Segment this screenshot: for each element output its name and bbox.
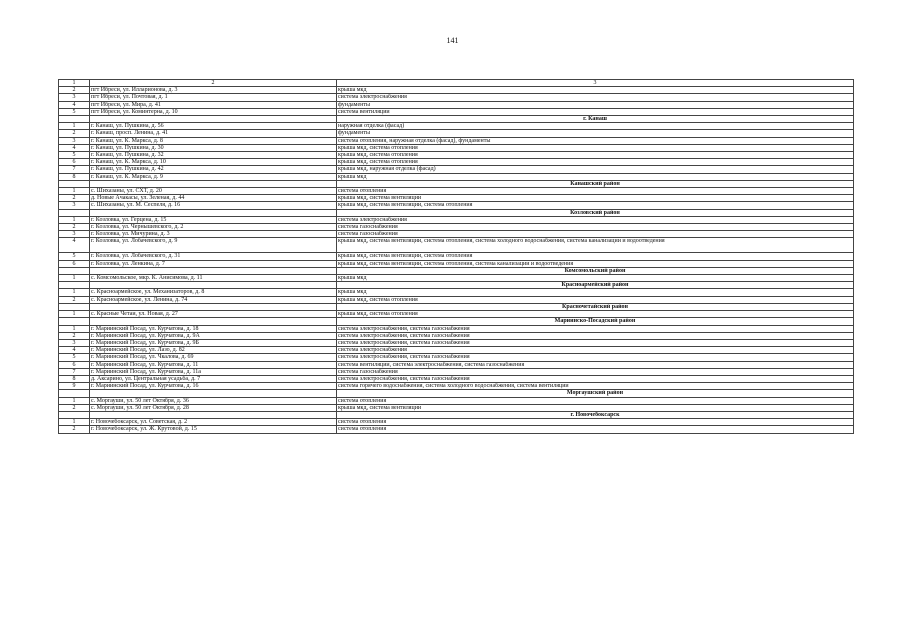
row-address: с. Шихазаны, ул. М. Сеспеля, д. 16 [90, 202, 337, 209]
row-number: 5 [59, 253, 90, 260]
section-addr-cell [90, 390, 337, 397]
row-works: система электроснабжения [337, 347, 854, 354]
table-row [59, 87, 854, 94]
row-number: 6 [59, 260, 90, 267]
section-num-cell [59, 209, 90, 216]
row-address: с. Шихазаны, ул. СХТ, д. 20 [90, 188, 337, 195]
section-header-row [59, 318, 854, 325]
row-address: д. Аксарино, ул. Центральная усадьба, д. 7 [90, 375, 337, 382]
row-works: крыша мкд [337, 173, 854, 180]
section-num-cell [59, 303, 90, 310]
table-row [59, 289, 854, 296]
row-number: 8 [59, 173, 90, 180]
row-number: 3 [59, 231, 90, 238]
row-address: д. Новые Ачакасы, ул. Зеленая, д. 44 [90, 195, 337, 202]
row-address: г. Канаш, ул. Пушкина, д. 56 [90, 123, 337, 130]
section-title: Красночетайский район [337, 303, 854, 310]
row-address: г. Канаш, ул. Пушкина, д. 30 [90, 144, 337, 151]
row-address: г. Козловка, ул. Лобачевского, д. 9 [90, 238, 337, 253]
table-row [59, 238, 854, 253]
section-header-row [59, 209, 854, 216]
table-row [59, 123, 854, 130]
section-title: Красноармейский район [337, 282, 854, 289]
row-address: с. Комсомольское, мкр. К. Анисимова, д. 11 [90, 275, 337, 282]
table-row [59, 202, 854, 209]
row-number: 1 [59, 289, 90, 296]
section-addr-cell [90, 116, 337, 123]
row-works: система электроснабжения, система газоснабжения [337, 325, 854, 332]
row-address: пгт Ибреси, ул. Коминтерна, д. 10 [90, 108, 337, 115]
row-address: г. Козловка, ул. Чернышевского, д. 2 [90, 224, 337, 231]
row-works: система отопления [337, 419, 854, 426]
row-works: система электроснабжения, система газоснабжения [337, 375, 854, 382]
row-number: 6 [59, 361, 90, 368]
row-number: 2 [59, 195, 90, 202]
row-address: г. Мариинский Посад, ул. Курчатова, д. 18 [90, 325, 337, 332]
section-num-cell [59, 267, 90, 274]
row-address: с. Моргауши, ул. 50 лет Октября, д. 28 [90, 404, 337, 411]
row-number: 7 [59, 166, 90, 173]
table-row [59, 404, 854, 411]
section-num-cell [59, 116, 90, 123]
table-row [59, 152, 854, 159]
table-row [59, 339, 854, 346]
row-number: 1 [59, 188, 90, 195]
row-number: 4 [59, 101, 90, 108]
table-row [59, 397, 854, 404]
row-works: крыша мкд, система вентиляции [337, 195, 854, 202]
table-row [59, 137, 854, 144]
section-title: г. Канаш [337, 116, 854, 123]
row-number: 4 [59, 144, 90, 151]
row-address: г. Мариинский Посад, ул. Лазо, д. 82 [90, 347, 337, 354]
header-col-1: 1 [59, 80, 90, 87]
row-number: 2 [59, 426, 90, 433]
section-header-row [59, 116, 854, 123]
row-works: крыша мкд, система вентиляции, система отопления, система холодного водоснабжения, система канализации и водоотведения [337, 238, 854, 253]
row-number: 3 [59, 202, 90, 209]
table-row [59, 130, 854, 137]
row-works: система газоснабжения [337, 224, 854, 231]
row-works: система вентиляции [337, 108, 854, 115]
row-number: 3 [59, 339, 90, 346]
row-address: г. Мариинский Посад, ул. Курчатова, д. 9А [90, 332, 337, 339]
table-row [59, 253, 854, 260]
table-header-row [59, 80, 854, 87]
section-header-row [59, 282, 854, 289]
table-row [59, 419, 854, 426]
row-number: 1 [59, 419, 90, 426]
row-number: 1 [59, 216, 90, 223]
row-address: г. Мариинский Посад, ул. Чкалова, д. 69 [90, 354, 337, 361]
row-number: 5 [59, 108, 90, 115]
section-addr-cell [90, 180, 337, 187]
table-row [59, 166, 854, 173]
row-address: г. Мариинский Посад, ул. Курчатова, д. 9Б [90, 339, 337, 346]
section-addr-cell [90, 411, 337, 418]
table-row [59, 325, 854, 332]
row-number: 3 [59, 137, 90, 144]
row-address: пгт Ибреси, ул. Илларионова, д. 3 [90, 87, 337, 94]
row-number: 2 [59, 130, 90, 137]
section-num-cell [59, 411, 90, 418]
row-works: фундаменты [337, 130, 854, 137]
row-number: 2 [59, 224, 90, 231]
page-number: 141 [446, 36, 459, 45]
row-works: крыша мкд, система отопления [337, 152, 854, 159]
row-address: г. Канаш, ул. К. Маркса, д. 8 [90, 137, 337, 144]
repair-works-table [58, 79, 854, 434]
section-num-cell [59, 390, 90, 397]
table-row [59, 361, 854, 368]
row-works: фундаменты [337, 101, 854, 108]
row-number: 7 [59, 368, 90, 375]
table-row [59, 311, 854, 318]
header-col-2: 2 [90, 80, 337, 87]
row-address: г. Козловка, ул. Лобачевского, д. 31 [90, 253, 337, 260]
row-number: 5 [59, 152, 90, 159]
table-row [59, 144, 854, 151]
row-address: пгт Ибреси, ул. Мира, д. 41 [90, 101, 337, 108]
row-number: 4 [59, 238, 90, 253]
table-row [59, 224, 854, 231]
table-row [59, 354, 854, 361]
section-title: г. Новочебоксарск [337, 411, 854, 418]
row-address: г. Новочебоксарск, ул. Ж. Крутовой, д. 15 [90, 426, 337, 433]
table-row [59, 426, 854, 433]
row-works: наружная отделка (фасад) [337, 123, 854, 130]
row-address: г. Канаш, ул. К. Маркса, д. 10 [90, 159, 337, 166]
section-addr-cell [90, 318, 337, 325]
row-works: крыша мкд [337, 275, 854, 282]
row-address: с. Красноармейское, ул. Механизаторов, д. 8 [90, 289, 337, 296]
row-works: система электроснабжения, система газоснабжения [337, 354, 854, 361]
row-address: г. Канаш, ул. Пушкина, д. 42 [90, 166, 337, 173]
row-works: крыша мкд, система отопления [337, 311, 854, 318]
row-address: г. Козловка, ул. Ленкина, д. 7 [90, 260, 337, 267]
row-address: г. Мариинский Посад, ул. Курчатова, д. 16 [90, 383, 337, 390]
row-works: крыша мкд, наружная отделка (фасад) [337, 166, 854, 173]
table-body [59, 80, 854, 434]
row-works: система отопления [337, 397, 854, 404]
section-header-row [59, 390, 854, 397]
row-works: крыша мкд [337, 87, 854, 94]
table-row [59, 173, 854, 180]
table-row [59, 108, 854, 115]
table-row [59, 368, 854, 375]
row-number: 9 [59, 383, 90, 390]
row-works: крыша мкд, система отопления [337, 159, 854, 166]
section-title: Комсомольский район [337, 267, 854, 274]
row-number: 8 [59, 375, 90, 382]
row-works: система отопления [337, 426, 854, 433]
table-row [59, 332, 854, 339]
row-works: крыша мкд, система вентиляции [337, 404, 854, 411]
row-works: крыша мкд, система вентиляции, система отопления [337, 253, 854, 260]
row-works: система газоснабжения [337, 368, 854, 375]
section-title: Моргаушский район [337, 390, 854, 397]
row-address: г. Канаш, просп. Ленина, д. 41 [90, 130, 337, 137]
row-works: система электроснабжения, система газоснабжения [337, 339, 854, 346]
row-number: 2 [59, 296, 90, 303]
row-address: г. Канаш, ул. К. Маркса, д. 9 [90, 173, 337, 180]
section-header-row [59, 267, 854, 274]
row-address: г. Мариинский Посад, ул. Курчатова, д. 11 [90, 361, 337, 368]
row-works: крыша мкд, система отопления [337, 296, 854, 303]
section-addr-cell [90, 209, 337, 216]
section-addr-cell [90, 303, 337, 310]
row-works: система вентиляции, система электроснабжения, система газоснабжения [337, 361, 854, 368]
section-num-cell [59, 318, 90, 325]
table-row [59, 375, 854, 382]
table-row [59, 296, 854, 303]
section-addr-cell [90, 282, 337, 289]
table-row [59, 260, 854, 267]
row-works: крыша мкд [337, 289, 854, 296]
table-row [59, 94, 854, 101]
row-number: 5 [59, 354, 90, 361]
header-col-3: 3 [337, 80, 854, 87]
table-row [59, 188, 854, 195]
row-works: система отопления [337, 188, 854, 195]
section-header-row [59, 411, 854, 418]
row-number: 2 [59, 404, 90, 411]
section-header-row [59, 180, 854, 187]
row-works: система электроснабжения, система газоснабжения [337, 332, 854, 339]
row-number: 1 [59, 275, 90, 282]
section-header-row [59, 303, 854, 310]
row-number: 1 [59, 397, 90, 404]
table-row [59, 195, 854, 202]
row-works: система электроснабжения [337, 216, 854, 223]
row-works: крыша мкд, система вентиляции, система отопления, система канализации и водоотведения [337, 260, 854, 267]
section-num-cell [59, 180, 90, 187]
row-works: крыша мкд, система вентиляции, система отопления [337, 202, 854, 209]
table-row [59, 159, 854, 166]
section-num-cell [59, 282, 90, 289]
section-title: Мариинско-Посадский район [337, 318, 854, 325]
table-row [59, 216, 854, 223]
row-number: 1 [59, 123, 90, 130]
row-address: с. Красные Четаи, ул. Новая, д. 27 [90, 311, 337, 318]
section-addr-cell [90, 267, 337, 274]
table-row [59, 383, 854, 390]
row-address: г. Мариинский Посад, ул. Курчатова, д. 11а [90, 368, 337, 375]
row-number: 2 [59, 87, 90, 94]
row-number: 1 [59, 311, 90, 318]
row-address: г. Канаш, ул. Пушкина, д. 32 [90, 152, 337, 159]
row-works: система отопления, наружная отделка (фасад), фундаменты [337, 137, 854, 144]
row-address: г. Новочебоксарск, ул. Советская, д. 2 [90, 419, 337, 426]
row-works: крыша мкд, система отопления [337, 144, 854, 151]
row-works: система газоснабжения [337, 231, 854, 238]
row-number: 3 [59, 94, 90, 101]
row-address: с. Моргауши, ул. 50 лет Октября, д. 36 [90, 397, 337, 404]
row-address: пгт Ибреси, ул. Почтовая, д. 1 [90, 94, 337, 101]
row-number: 6 [59, 159, 90, 166]
row-number: 4 [59, 347, 90, 354]
row-works: система электроснабжения [337, 94, 854, 101]
table-row [59, 275, 854, 282]
row-address: с. Красноармейское, ул. Ленина, д. 74 [90, 296, 337, 303]
table-row [59, 231, 854, 238]
row-address: г. Козловка, ул. Мичурина, д. 3 [90, 231, 337, 238]
table-row [59, 347, 854, 354]
section-title: Канашский район [337, 180, 854, 187]
row-number: 2 [59, 332, 90, 339]
row-address: г. Козловка, ул. Герцена, д. 15 [90, 216, 337, 223]
row-number: 1 [59, 325, 90, 332]
section-title: Козловский район [337, 209, 854, 216]
row-works: система горячего водоснабжения, система холодного водоснабжения, система вентиляции [337, 383, 854, 390]
table-row [59, 101, 854, 108]
